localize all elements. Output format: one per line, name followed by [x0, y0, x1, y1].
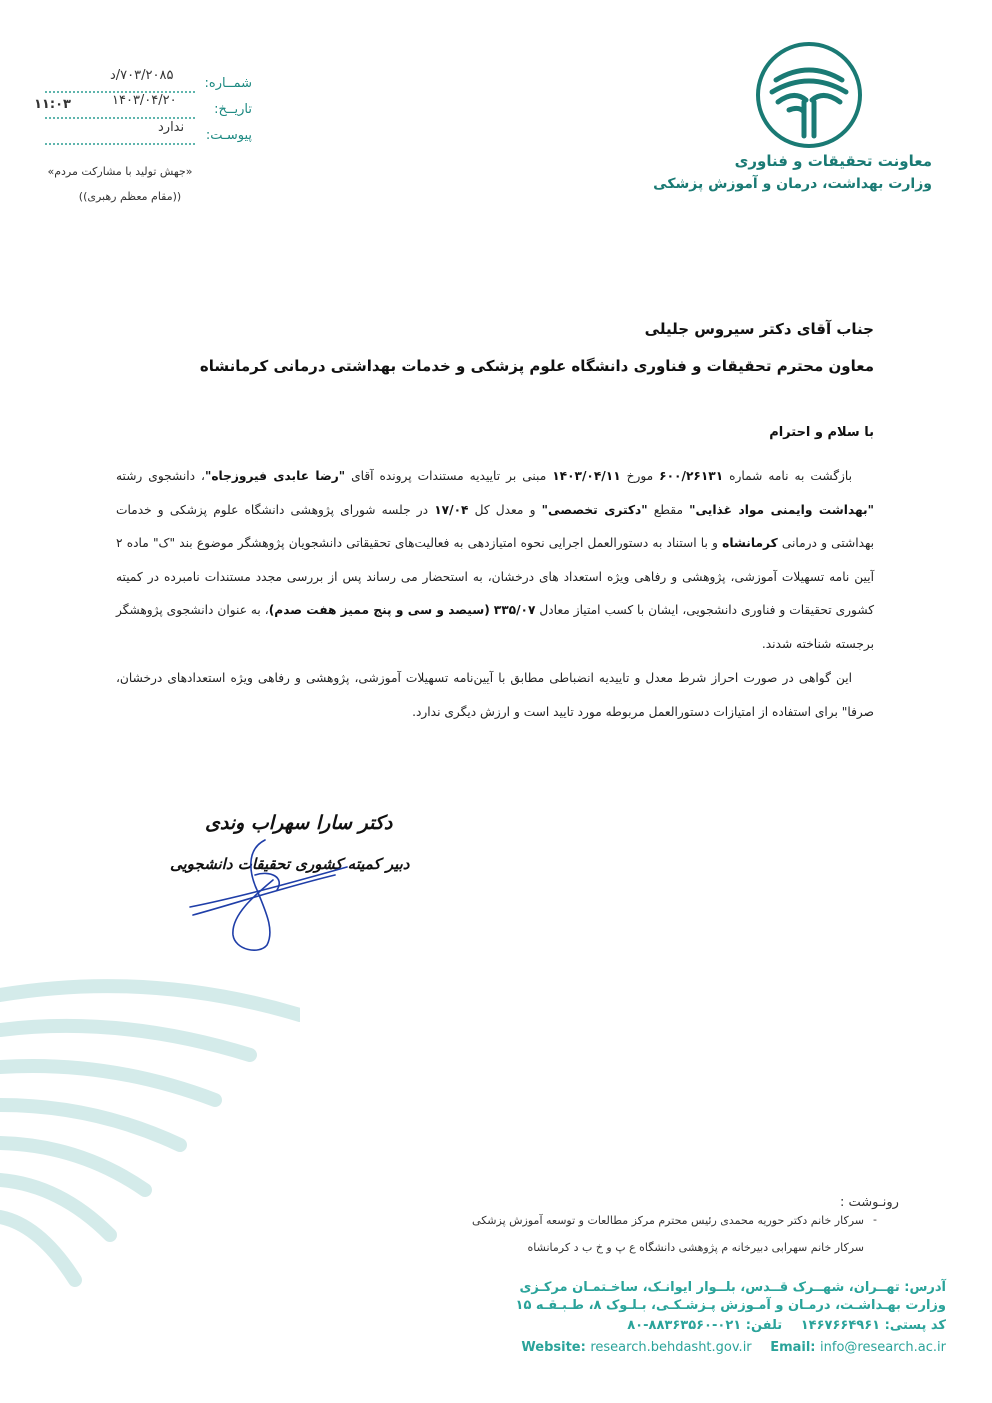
time-value: ۱۱:۰۳ [34, 97, 71, 112]
student-name: "رضا عابدی فیروزجاه" [204, 469, 346, 483]
body-text: بازگشت به نامه شماره [723, 469, 852, 483]
attachment-value: ندارد [158, 120, 185, 135]
gpa: ۱۷/۰۴ [434, 502, 469, 517]
addressee-line1: جناب آقای دکتر سیروس جلیلی [644, 320, 874, 338]
body-text: ، به عنوان دانشجوی پژوهشگر برجسته شناخته شدند. [116, 603, 874, 651]
number-label: شمــاره: [204, 76, 252, 91]
body-paragraph-2: این گواهی در صورت احراز شرط معدل و تاییدیه انضباطی مطابق با آیین‌نامه تسهیلات آموزشی، پژوهشی و رفاهی ویژه استعدادهای درخشان، صرفا" برای استفاده از امتیازات دستورالعمل مربوطه مورد تایید است و ارزش دیگری ندارد. [116, 671, 874, 719]
date-value: ۱۴۰۳/۰۴/۲۰ [112, 93, 177, 108]
footer-web [521, 1340, 946, 1355]
body-text: مورخ [620, 469, 660, 483]
body-text: در جلسه شورای پژوهشی دانشگاه علوم پزشکی و خدمات بهداشتی و درمانی [116, 502, 875, 550]
score: ۳۳۵/۰۷ [493, 603, 536, 617]
score-in-words: (سیصد و سی و پنج ممیز هفت صدم) [268, 603, 490, 617]
body-text: ، دانشجوی رشته [116, 469, 205, 483]
date-label: تاریــخ: [214, 102, 252, 117]
letter-date: ۱۴۰۳/۰۴/۱۱ [552, 469, 621, 483]
postal-value: ۱۴۶۷۶۶۴۹۶۱ [800, 1318, 881, 1333]
slogan-line2: ((مقام معظم رهبری)) [78, 190, 182, 203]
tree-logo-icon [754, 40, 864, 150]
body-text: و معدل کل [468, 502, 542, 517]
attachment-label: پیوسـت: [205, 128, 252, 143]
body-paragraph-1 [116, 460, 874, 661]
number-value: ۷۰۳/۲۰۸۵/د [110, 68, 174, 83]
email-link[interactable]: info@research.ac.ir [820, 1340, 946, 1355]
letter-number: ۶۰۰/۲۶۱۳۱ [659, 469, 724, 483]
footer-contact [627, 1318, 946, 1333]
email-label: Email: [770, 1340, 816, 1355]
footer-address-line1: آدرس: تهــران، شهــرک قــدس، بلــوار ایوانـک، ساخـتمـان مرکـزی [519, 1280, 946, 1295]
city: کرمانشاه [722, 536, 778, 550]
handwritten-signature [185, 835, 355, 960]
phone-label: تلفن: [745, 1318, 783, 1333]
degree: "دکتری تخصصی" [541, 502, 648, 517]
website-label: Website: [521, 1340, 586, 1355]
greeting: با سلام و احترام [769, 425, 874, 440]
addressee-line2: معاون محترم تحقیقات و فناوری دانشگاه علوم پزشکی و خدمات بهداشتی درمانی کرمانشاه [199, 357, 874, 375]
decorative-wave-pattern [0, 975, 300, 1305]
website-link[interactable]: research.behdasht.gov.ir [590, 1340, 752, 1355]
cc-dash: - [873, 1213, 877, 1226]
body-text: و با استناد به دستورالعمل اجرایی نحوه امتیازدهی به فعالیت‌های تحقیقاتی دانشجویان پژوهشگر موضوع بند "ک" ماده ۲ آیین نامه تسهیلات آموزشی، پژوهشی و رفاهی ویژه استعداد های درخشان، به استحضار می رساند پس از بررسی مجدد مستندات نامبرده در کمیته کشوری تحقیقات و فناوری دانشجویی، ایشان با کسب امتیاز معادل [116, 536, 875, 617]
cc-line1: سرکار خانم دکتر حوریه محمدی رئیس محترم مرکز مطالعات و توسعه آموزش پزشکی [472, 1214, 864, 1227]
slogan-line1: «جهش تولید با مشارکت مردم» [47, 165, 193, 178]
field-of-study: "بهداشت وایمنی مواد غذایی" [689, 502, 874, 517]
body-text: مبنی بر تاییدیه مستندات پرونده آقای [345, 469, 553, 483]
postal-label: کد پستی: [884, 1318, 946, 1333]
attachment-dots [45, 143, 195, 145]
date-dots [45, 117, 195, 119]
logo-title-line1: معاونت تحقیقات و فناوری [734, 152, 932, 170]
body-text: مقطع [647, 502, 690, 517]
signature-name: دکتر سارا سهراب وندی [205, 812, 393, 834]
phone-value: ۰۲۱-۸۸۳۶۳۵۶۰-۸۰ [627, 1318, 742, 1333]
signature-title: دبیر کمیته کشوری تحقیقات دانشجویی [170, 855, 410, 873]
footer-address-line2: وزارت بهـداشـت، درمـان و آمـوزش پـزشـکـی، بـلـوک ۸، طـبـقـه ۱۵ [515, 1298, 946, 1313]
cc-line2: سرکار خانم سهرابی دبیرخانه م پژوهشی دانشگاه ع پ و خ ب د کرمانشاه [527, 1241, 864, 1254]
cc-heading: رونـوشت : [840, 1195, 899, 1210]
logo-title-line2: وزارت بهداشت، درمان و آموزش پزشکی [653, 176, 932, 192]
